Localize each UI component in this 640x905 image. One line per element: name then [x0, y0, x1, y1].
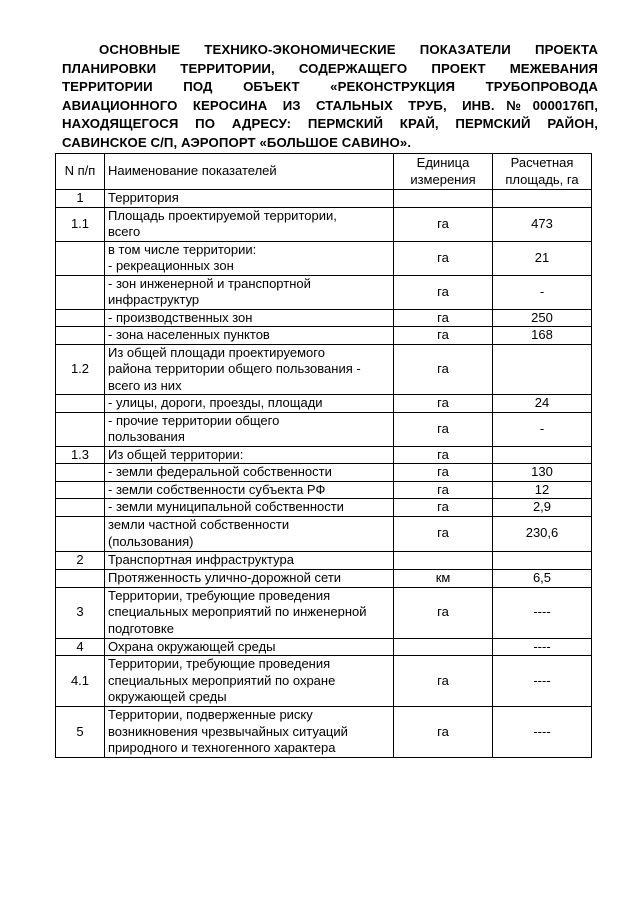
row-value: ---- [493, 638, 592, 656]
row-name-line: Территории, подверженные риску [108, 707, 313, 723]
row-number: 1.3 [56, 446, 105, 464]
row-number [56, 412, 105, 446]
table-row [56, 412, 592, 446]
row-name [105, 569, 394, 587]
table-row [56, 327, 592, 345]
table-row [56, 551, 592, 569]
row-name [105, 412, 394, 446]
row-name-line: Транспортная инфраструктура [108, 551, 294, 567]
row-name [105, 587, 394, 638]
table-row [56, 190, 592, 208]
row-unit [394, 190, 493, 208]
table-row [56, 656, 592, 707]
row-value: 130 [493, 464, 592, 482]
header-value-line: площадь, га [505, 171, 579, 187]
row-value [493, 446, 592, 464]
table-row [56, 638, 592, 656]
row-name [105, 656, 394, 707]
row-name [105, 327, 394, 345]
row-unit: га [394, 207, 493, 241]
table-row [56, 707, 592, 758]
row-number [56, 241, 105, 275]
row-name [105, 190, 394, 208]
row-number: 1.2 [56, 344, 105, 395]
row-number: 5 [56, 707, 105, 758]
header-value [493, 154, 592, 190]
row-name-line: пользования [108, 429, 185, 444]
table-row [56, 587, 592, 638]
row-name-line: - рекреационных зон [108, 258, 234, 273]
row-value: 230,6 [493, 516, 592, 551]
row-name-line: Охрана окружающей среды [108, 638, 276, 654]
row-name [105, 395, 394, 413]
row-name [105, 241, 394, 275]
row-name-line: всего [108, 224, 141, 239]
row-value: 21 [493, 241, 592, 275]
row-name-line: (пользования) [108, 533, 194, 549]
row-number [56, 481, 105, 499]
row-name-line: Территория [108, 190, 179, 205]
row-name [105, 707, 394, 758]
header-unit [394, 154, 493, 190]
row-unit: га [394, 464, 493, 482]
row-name-line: возникновения чрезвычайных ситуаций [108, 723, 348, 739]
row-name [105, 516, 394, 551]
row-name-line: всего из них [108, 377, 182, 393]
row-value: 473 [493, 207, 592, 241]
header-unit-line: Единица [416, 155, 470, 170]
row-unit [394, 551, 493, 569]
row-name [105, 481, 394, 499]
row-unit: га [394, 481, 493, 499]
row-unit: га [394, 344, 493, 395]
table-row [56, 309, 592, 327]
title-line: НАХОДЯЩЕГОСЯ ПО АДРЕСУ: ПЕРМСКИЙ КРАЙ, ПЕРМСКИЙ РАЙОН, [62, 116, 598, 132]
row-unit: га [394, 395, 493, 413]
row-value: ---- [493, 587, 592, 638]
title-line: ОСНОВНЫЕ ТЕХНИКО-ЭКОНОМИЧЕСКИЕ ПОКАЗАТЕЛИ ПРОЕКТА [99, 42, 598, 57]
row-unit: га [394, 309, 493, 327]
row-value: 2,9 [493, 499, 592, 517]
row-name-line: земли частной собственности [108, 517, 290, 532]
row-name-line: специальных мероприятий по охране [108, 672, 336, 688]
document-title [62, 41, 598, 153]
row-value [493, 344, 592, 395]
row-number: 1.1 [56, 207, 105, 241]
row-name-line: - производственных зон [108, 309, 253, 325]
row-name [105, 638, 394, 656]
row-name-line: природного и техногенного характера [108, 740, 336, 756]
row-unit: га [394, 707, 493, 758]
table-row [56, 499, 592, 517]
row-name [105, 464, 394, 482]
table-row [56, 395, 592, 413]
row-name [105, 344, 394, 395]
row-number: 4.1 [56, 656, 105, 707]
row-number [56, 395, 105, 413]
row-value: 12 [493, 481, 592, 499]
title-line: АВИАЦИОННОГО КЕРОСИНА ИЗ СТАЛЬНЫХ ТРУБ, ИНВ.№0000176П, [62, 97, 598, 113]
row-unit [394, 638, 493, 656]
row-name-line: - земли собственности субъекта РФ [108, 481, 326, 497]
row-name [105, 551, 394, 569]
row-unit: га [394, 412, 493, 446]
row-name-line: Из общей территории: [108, 446, 244, 462]
row-name-line: Из общей площади проектируемого [108, 344, 325, 360]
table-row [56, 275, 592, 309]
header-unit-line: измерения [410, 171, 476, 187]
row-value: ---- [493, 707, 592, 758]
row-name-line: Площадь проектируемой территории, [108, 207, 337, 223]
table-row [56, 446, 592, 464]
row-number [56, 275, 105, 309]
row-unit: га [394, 327, 493, 345]
row-number [56, 569, 105, 587]
indicators-table [55, 153, 592, 758]
title-line: САВИНСКОЕ С/П, АЭРОПОРТ «БОЛЬШОЕ САВИНО». [62, 134, 412, 150]
row-name-line: - земли федеральной собственности [108, 464, 332, 479]
table-row [56, 344, 592, 395]
row-number: 3 [56, 587, 105, 638]
row-name-line: - зон инженерной и транспортной [108, 275, 311, 291]
row-unit: км [394, 569, 493, 587]
row-unit: га [394, 275, 493, 309]
row-value: ---- [493, 656, 592, 707]
row-name [105, 275, 394, 309]
row-unit: га [394, 656, 493, 707]
row-number [56, 499, 105, 517]
row-unit: га [394, 499, 493, 517]
row-name-line: в том числе территории: [108, 241, 257, 257]
row-unit: га [394, 241, 493, 275]
header-name: Наименование показателей [105, 154, 394, 190]
row-value: 6,5 [493, 569, 592, 587]
row-unit: га [394, 587, 493, 638]
row-name-line: - прочие территории общего [108, 412, 280, 428]
row-name-line: - земли муниципальной собственности [108, 499, 344, 514]
row-name-line: Территории, требующие проведения [108, 587, 331, 603]
table-row [56, 241, 592, 275]
table-row [56, 481, 592, 499]
table-row [56, 569, 592, 587]
row-value: 168 [493, 327, 592, 345]
row-number [56, 309, 105, 327]
row-value: 250 [493, 309, 592, 327]
row-unit: га [394, 516, 493, 551]
table-row [56, 516, 592, 551]
row-name [105, 499, 394, 517]
row-value [493, 551, 592, 569]
row-number: 2 [56, 551, 105, 569]
row-value: - [493, 275, 592, 309]
row-name-line: - зона населенных пунктов [108, 327, 270, 342]
row-number [56, 516, 105, 551]
row-name-line: инфраструктур [108, 292, 200, 307]
row-value: 24 [493, 395, 592, 413]
row-name-line: - улицы, дороги, проезды, площади [108, 395, 323, 410]
row-name-line: подготовке [108, 620, 174, 636]
table-row [56, 207, 592, 241]
table-row [56, 464, 592, 482]
title-line: ПЛАНИРОВКИ ТЕРРИТОРИИ, СОДЕРЖАЩЕГО ПРОЕКТ МЕЖЕВАНИЯ [62, 60, 598, 76]
title-line: ТЕРРИТОРИИ ПОД ОБЪЕКТ «РЕКОНСТРУКЦИЯ ТРУБОПРОВОДА [62, 79, 598, 95]
row-number: 4 [56, 638, 105, 656]
row-name-line: специальных мероприятий по инженерной [108, 604, 367, 620]
row-name [105, 309, 394, 327]
row-name-line: района территории общего пользования - [108, 361, 361, 376]
row-number [56, 464, 105, 482]
row-number: 1 [56, 190, 105, 208]
row-name-line: Территории, требующие проведения [108, 656, 331, 672]
row-value: - [493, 412, 592, 446]
row-name-line: Протяженность улично-дорожной сети [108, 569, 342, 585]
table-header-row [56, 154, 592, 190]
row-unit: га [394, 446, 493, 464]
row-name [105, 207, 394, 241]
row-value [493, 190, 592, 208]
header-value-line: Расчетная [510, 155, 574, 170]
row-name [105, 446, 394, 464]
header-num: N п/п [56, 154, 105, 190]
row-name-line: окружающей среды [108, 689, 227, 705]
row-number [56, 327, 105, 345]
